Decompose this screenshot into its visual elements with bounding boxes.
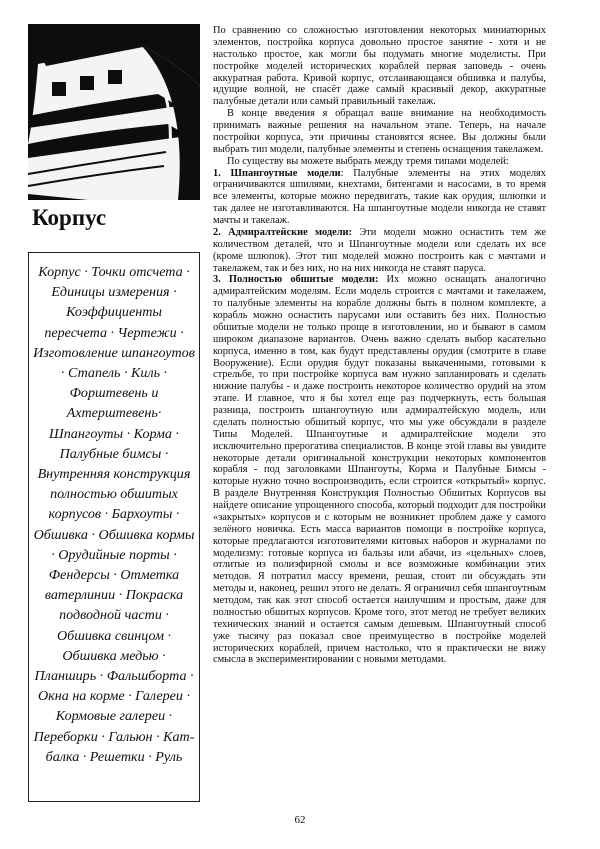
- ship-hull-illustration: [28, 24, 200, 200]
- model-type-frame-label: 1. Шпангоутные модели: [213, 167, 341, 179]
- model-type-admiralty-label: 2. Адмиралтейские модели:: [213, 226, 353, 238]
- model-type-planked-label: 3. Полностью обшитые модели:: [213, 274, 379, 286]
- model-type-admiralty: [213, 227, 546, 275]
- model-type-admiralty-text: Эти модели можно оснастить тем же количеством деталей, что и Шпангоутные модели или сделать их все (кроме шлюпок). Этот тип моделей можно построить как с мачтами и такелажем, так и без них, но на них никогда не ставят паруса.: [213, 226, 546, 274]
- paragraph-decisions: В конце введения я обращал ваше внимание на необходимость принимать важные решения на начальном этапе. Теперь, на начале постройки корпуса, эти причины становятся яснее. Вы должны были выбрать тип модели, палубные элементы и степень оснащения такелажем.: [213, 108, 546, 155]
- chapter-title: Корпус: [32, 205, 107, 230]
- chapter-contents-box: [28, 252, 200, 802]
- model-type-planked-text: Их можно оснащать аналогично адмиралтейским моделям. Если модель строится с мачтами и такелажем, то палубные элементы на корабле должны быть в полном комплекте, а корабль можно оснастить парусами или оставить без них. Полностью обшитые модели не только проще в изготовлении, но и бывают в самом широком диапазоне вариантов. Очень важно сделать выбор касательно корпуса, именно в том, как будут представлены орудия (смотрите в главе Вооружение). Если орудия будут показаны выкаченными, готовыми к стрельбе, то при постройке корпуса вам нужно запланировать и сделать нижние палубы - и даже построить некоторое количество орудий на этом этапе. И главное, что я бы хотел еще раз подчеркнуть, есть большая разница, построить шпангоутную или адмиралтейскую модель, или сделать полностью обшитый корпус, что мы уже обсуждали в разделе Типы Моделей. Шпангоутные и адмиралтейские модели это исключительно прерогатива специалистов. В конце этой главы вы увидите некоторые детали оригинальной конструкции некоторых компонентов корабля - под заголовками Шпангоуты, Корма и Палубные Бимсы - которые нужно точно воспроизводить, если строится «открытый» корпус. В разделе Внутренняя Конструкция Полностью Обшитых Корпусов вы найдете описание упрощенного способа, который подходит для постройки «закрытых» корпусов и с которым не возникнет проблем даже у самого зелёного новичка. Есть масса вариантов помощи в постройке корпуса, которые предлагаются изготовителями китовых наборов и журналами по моделизму: готовые корпуса из бальзы или абачи, из «цельных» слоев, отлитые из полиэфирной смолы и все возможные комбинации этих методов. Я потратил массу времени, решая, стоит ли обсуждать эти методы и, наконец, решил этого не делать. Я ограничил себя шпангоутным методом, так как этот способ остается наилучшим и простым, даже для полностью обшитых корпусов. Кроме того, этот метод не требует великих технических знаний и остается самым дешевым. Шпангоутный способ уже тысячу раз показал свое преимущество в постройке моделей исторических кораблей, причем настолько, что я практически не вижу смысла в экспериментировании с новыми методами.: [213, 274, 546, 666]
- model-type-planked: [213, 274, 546, 666]
- page-number: 62: [294, 814, 306, 826]
- paragraph-model-types: По существу вы можете выбрать между тремя типами моделей:: [227, 155, 509, 167]
- model-type-frame: [213, 168, 546, 227]
- paragraph-intro: По сравнению со сложностью изготовления некоторых миниатюрных элементов, постройка корпуса довольно простое занятие - хотя и не настолько простое, как могли бы подумать многие моделисты. При постройке моделей исторических кораблей первая заповедь - очень аккуратная работа. Кривой корпус, отслаивающаяся обшивка и палубы, идущие волной, не спасёт даже самый красивый декор, аккуратные палубные детали или самый правильный такелаж.: [213, 25, 546, 108]
- left-column: [28, 24, 200, 231]
- model-type-frame-text: : Палубные элементы на этих моделях ограничиваются шпилями, кнехтами, битенгами и насосами, в то время все элементы, которые можно передвигать, такие как орудия, шлюпки и так далее не изготавливаются. На шпангоутные модели никогда не ставят мачты и такелаж.: [213, 167, 546, 226]
- chapter-contents-list: Корпус · Точки отсчета · Единицы измерения · Коэффициенты пересчета · Чертежи · Изготовление шпангоутов · Стапель · Киль · Форштевень и Ахтерштевень· Шпангоуты · Корма · Палубные бимсы · Внутренняя конструкция полностью обшитых корпусов · Бархоуты · Обшивка · Обшивка кормы · Орудийные порты · Фендерсы · Отметка ватерлинии · Покраска подводной части · Обшивка свинцом · Обшивка медью · Планширь · Фальшборта · Окна на корме · Галереи · Кормовые галереи · Переборки · Гальюн · Кат-балка · Решетки · Руль: [33, 264, 195, 765]
- ship-stern-icon: [28, 24, 200, 200]
- main-text-column: [213, 25, 546, 666]
